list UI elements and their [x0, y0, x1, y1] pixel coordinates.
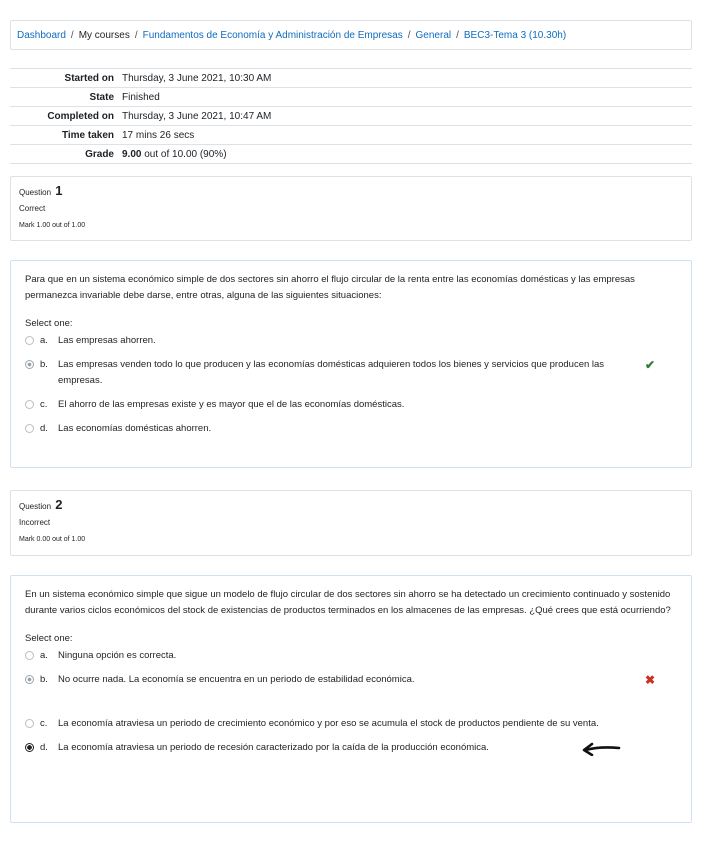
answer-option-c[interactable] — [25, 397, 677, 413]
breadcrumb-separator: / — [70, 29, 74, 41]
option-letter: c. — [40, 718, 48, 729]
radio-button[interactable] — [25, 400, 34, 409]
answer-prompt: Select one: — [25, 318, 73, 329]
breadcrumb-course[interactable]: Fundamentos de Economía y Administración de Empresas — [142, 29, 403, 41]
question-mark: Mark 0.00 out of 1.00 — [19, 536, 86, 543]
radio-button[interactable] — [25, 360, 34, 369]
question-label: Question — [19, 502, 52, 511]
option-text: Ninguna opción es correcta. — [58, 650, 177, 661]
question-state: Correct — [19, 204, 46, 213]
question-1-formulation — [10, 260, 692, 468]
option-letter: b. — [40, 359, 48, 370]
option-text: Las economías domésticas ahorren. — [58, 423, 212, 434]
answer-options — [25, 333, 677, 437]
radio-button[interactable] — [25, 336, 34, 345]
option-letter: c. — [40, 399, 48, 410]
summary-value — [122, 145, 692, 164]
breadcrumb — [10, 20, 692, 50]
summary-row-started — [10, 69, 692, 88]
radio-button[interactable] — [25, 424, 34, 433]
breadcrumb-quiz[interactable]: BEC3-Tema 3 (10.30h) — [463, 29, 567, 41]
answer-option-b[interactable] — [25, 672, 677, 688]
radio-button[interactable] — [25, 675, 34, 684]
option-text: La economía atraviesa un periodo de crecimiento económico y por eso se acumula el stock de productos pendiente de su venta. — [58, 718, 599, 729]
hand-drawn-arrow-icon — [581, 742, 621, 756]
option-text: Las empresas venden todo lo que producen y las economías domésticas adquieren todos los bienes y servicios que producen las empresas. — [58, 359, 605, 386]
question-number-value: 2 — [55, 497, 63, 512]
question-1-info — [10, 176, 692, 241]
question-text: Para que en un sistema económico simple de dos sectores sin ahorro el flujo circular de la renta entre las economías domésticas y las empresas permanezca invariable debe darse, entre otras, alguna de las siguientes situaciones: — [25, 274, 635, 301]
summary-row-time-taken — [10, 126, 692, 145]
breadcrumb-my-courses: My courses — [78, 29, 130, 41]
grade-value: 9.00 — [122, 148, 142, 160]
question-text: En un sistema económico simple que sigue un modelo de flujo circular de dos sectores sin ahorro se ha detectado un crecimiento continuado y sostenido durante varios ciclos económicos del stock de existencias de productos terminados en los almacenes de las empresas. ¿Qué crees que está ocurriendo? — [25, 589, 671, 616]
summary-value: Finished — [122, 91, 160, 103]
question-label: Question — [19, 188, 52, 197]
answer-prompt: Select one: — [25, 633, 73, 644]
breadcrumb-separator: / — [407, 29, 411, 41]
option-letter: a. — [40, 650, 48, 661]
attempt-summary-table — [10, 68, 692, 164]
option-letter: a. — [40, 335, 48, 346]
answer-option-d[interactable] — [25, 421, 677, 437]
radio-button[interactable] — [25, 743, 34, 752]
summary-label: State — [89, 91, 114, 103]
option-text: El ahorro de las empresas existe y es mayor que el de las economías domésticas. — [58, 399, 405, 410]
summary-label: Time taken — [61, 129, 114, 141]
summary-row-grade — [10, 145, 692, 164]
radio-button[interactable] — [25, 719, 34, 728]
correct-check-icon: ✔ — [644, 358, 655, 372]
breadcrumb-section[interactable]: General — [415, 29, 452, 41]
question-number — [19, 497, 683, 512]
answer-options — [25, 648, 677, 756]
summary-label: Grade — [85, 148, 114, 160]
question-mark: Mark 1.00 out of 1.00 — [19, 222, 86, 229]
question-state: Incorrect — [19, 518, 51, 527]
breadcrumb-separator: / — [456, 29, 459, 41]
option-text: La economía atraviesa un periodo de recesión caracterizado por la caída de la producción económica. — [58, 742, 489, 753]
summary-value: Thursday, 3 June 2021, 10:30 AM — [122, 72, 272, 84]
radio-button[interactable] — [25, 651, 34, 660]
option-text: Las empresas ahorren. — [58, 335, 156, 346]
option-letter: d. — [40, 742, 48, 753]
question-2-formulation — [10, 575, 692, 823]
option-text: No ocurre nada. La economía se encuentra en un periodo de estabilidad económica. — [58, 674, 415, 685]
summary-row-completed — [10, 107, 692, 126]
question-number — [19, 183, 683, 198]
option-letter: b. — [40, 674, 48, 685]
answer-option-a[interactable] — [25, 648, 677, 664]
summary-row-state — [10, 88, 692, 107]
breadcrumb-dashboard[interactable]: Dashboard — [17, 29, 66, 41]
incorrect-cross-icon: ✖ — [644, 673, 655, 687]
answer-option-a[interactable] — [25, 333, 677, 349]
summary-value: 17 mins 26 secs — [122, 129, 195, 141]
answer-option-c[interactable] — [25, 716, 677, 732]
question-2-info — [10, 490, 692, 556]
answer-option-b[interactable] — [25, 357, 677, 389]
answer-option-d[interactable] — [25, 740, 677, 756]
summary-label: Completed on — [47, 110, 114, 122]
option-letter: d. — [40, 423, 48, 434]
summary-label: Started on — [64, 72, 114, 84]
breadcrumb-separator: / — [134, 29, 138, 41]
summary-value: Thursday, 3 June 2021, 10:47 AM — [122, 110, 272, 122]
grade-rest: out of 10.00 (90%) — [141, 148, 227, 160]
question-number-value: 1 — [55, 183, 63, 198]
